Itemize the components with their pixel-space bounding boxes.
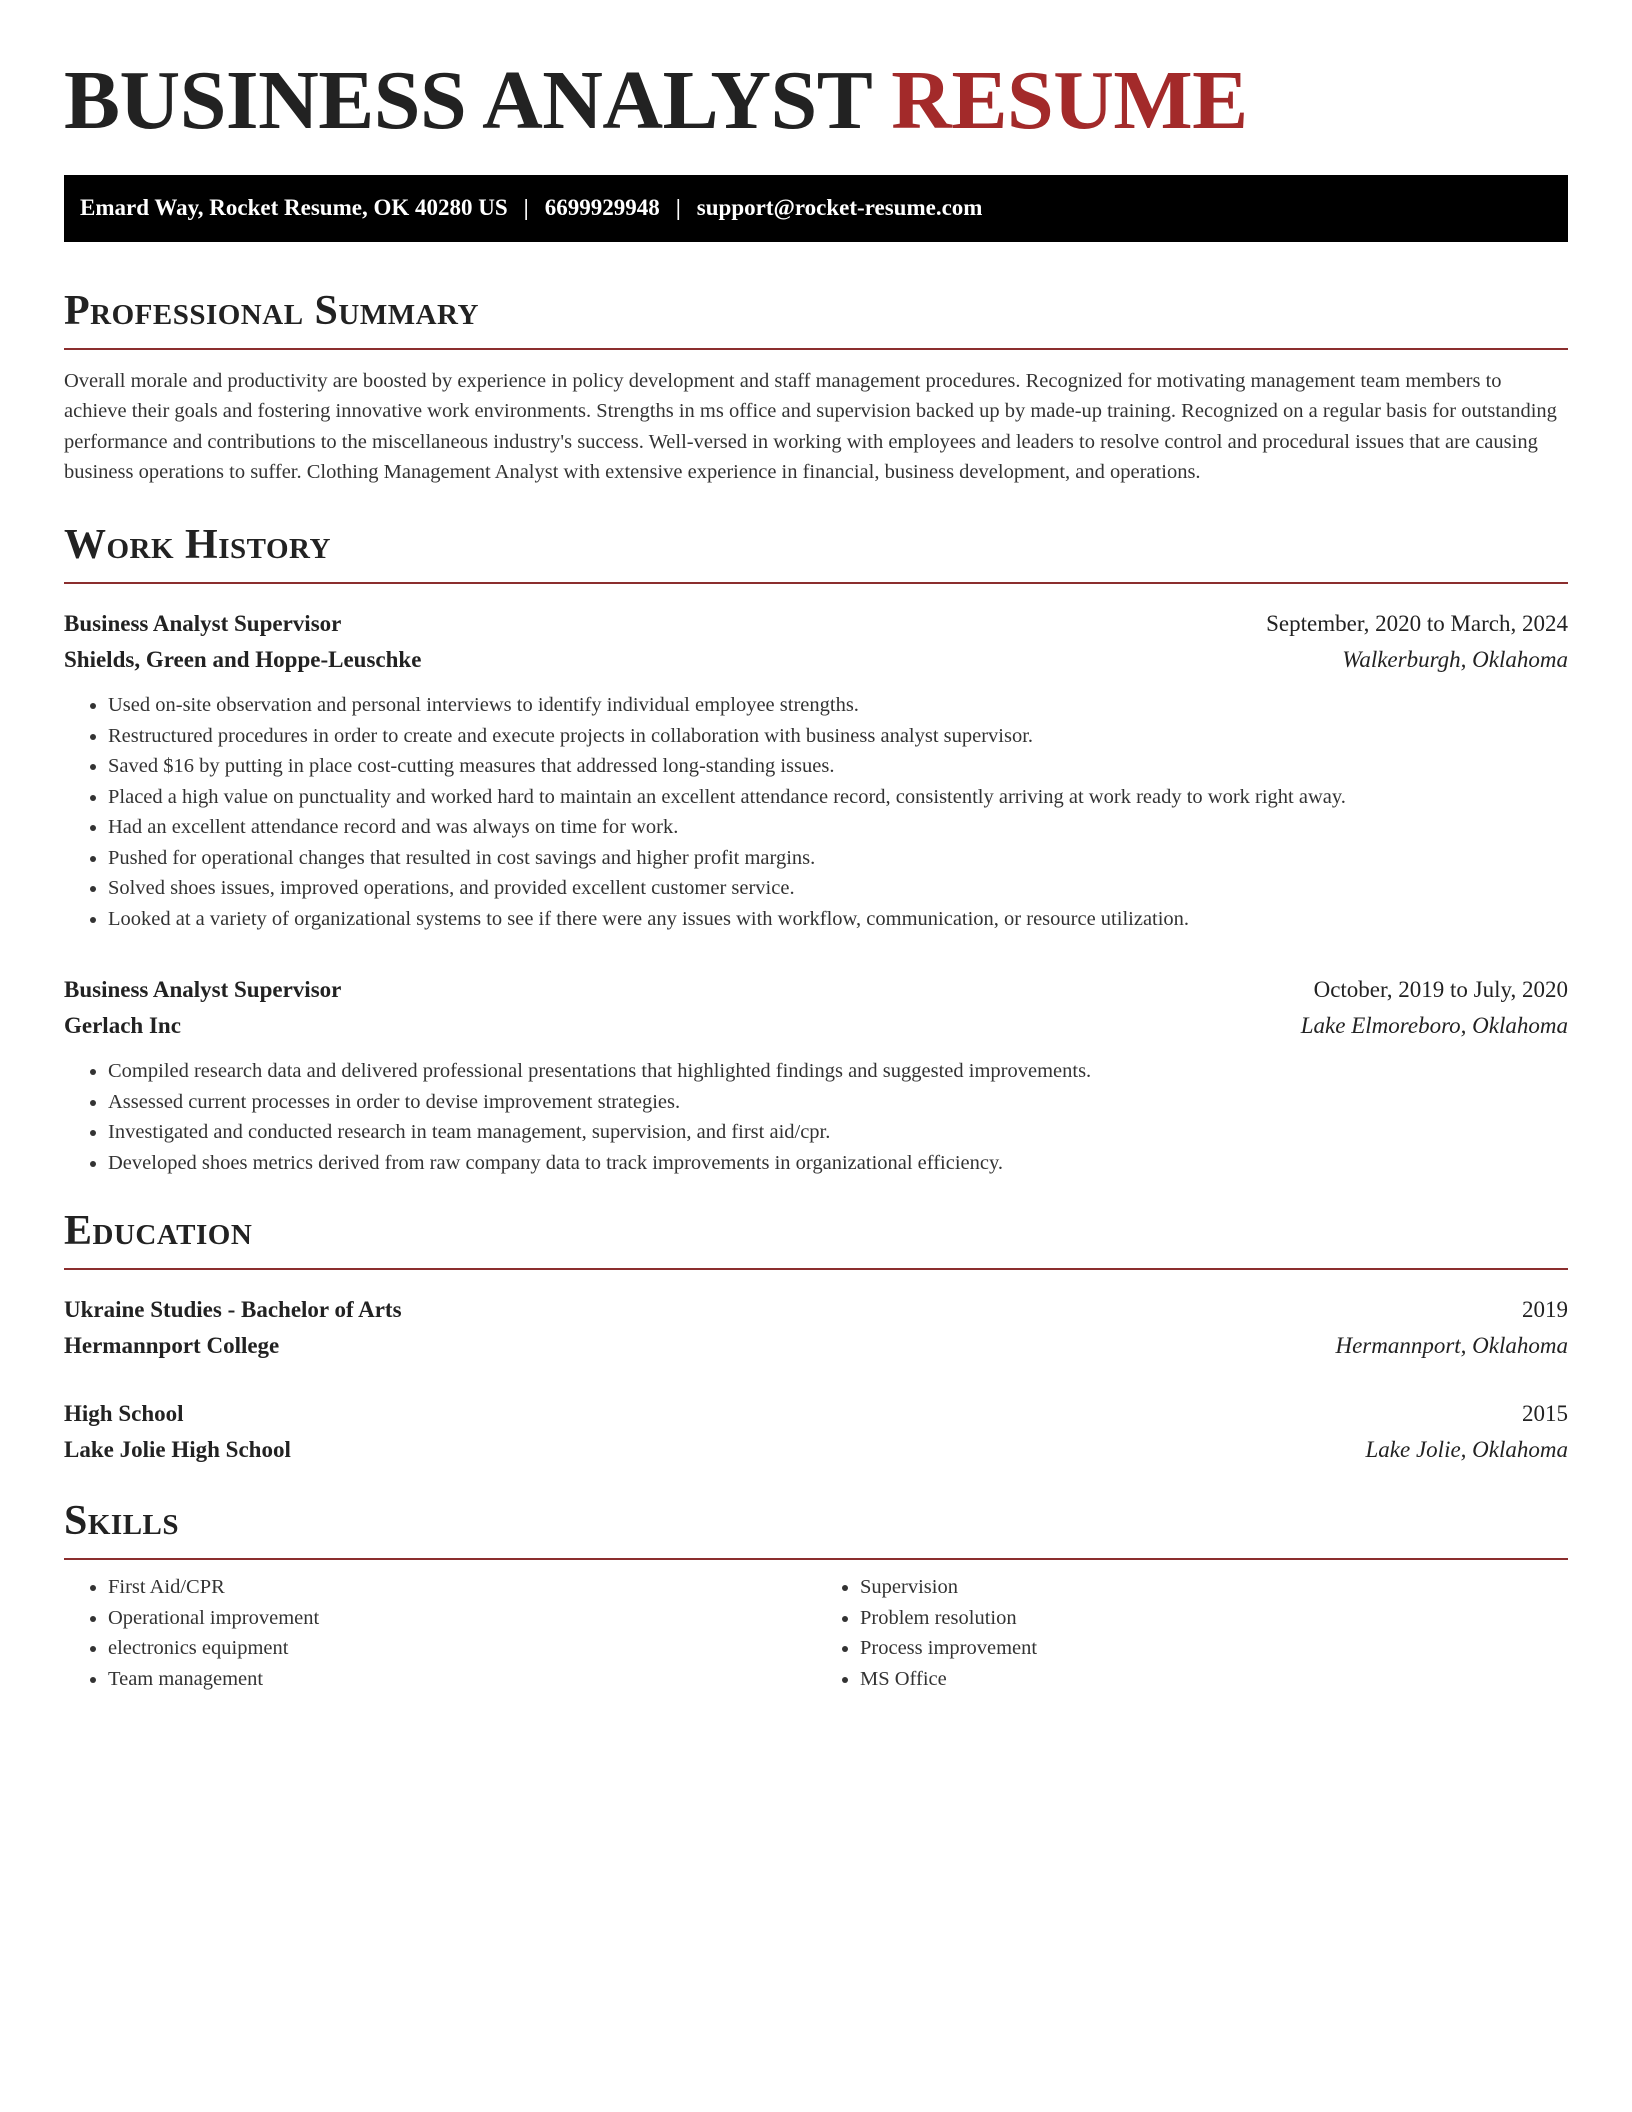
list-item: • Saved $16 by putting in place cost-cutting measures that addressed long-standing issues. <box>108 751 1568 782</box>
list-item: • Had an excellent attendance record and was always on time for work. <box>108 812 1568 843</box>
skill-item: • Process improvement <box>860 1633 1568 1664</box>
list-item: • Placed a high value on punctuality and worked hard to maintain an excellent attendance record, consistently arriving at work ready to work right away. <box>108 782 1568 813</box>
education-entry <box>64 1396 1568 1468</box>
job-entry <box>64 606 1568 934</box>
contact-phone: 6699929948 <box>544 195 660 221</box>
job-location: Walkerburgh, Oklahoma <box>1342 647 1568 673</box>
skills-column-left <box>64 1572 816 1694</box>
job-entry <box>64 972 1568 1178</box>
skill-item: • Supervision <box>860 1572 1568 1603</box>
summary-heading: Professional Summary <box>64 287 479 334</box>
education-entry <box>64 1292 1568 1364</box>
list-item: • Restructured procedures in order to create and execute projects in collaboration with business analyst supervisor. <box>108 721 1568 752</box>
skill-item: • electronics equipment <box>108 1633 816 1664</box>
job-title: Business Analyst Supervisor <box>64 977 342 1003</box>
list-item: • Assessed current processes in order to devise improvement strategies. <box>108 1087 1568 1118</box>
section-divider <box>64 348 1568 350</box>
education-degree: High School <box>64 1401 184 1427</box>
list-item: • Used on-site observation and personal interviews to identify individual employee strengths. <box>108 690 1568 721</box>
job-company: Gerlach Inc <box>64 1013 181 1039</box>
title-main: BUSINESS ANALYST <box>64 54 871 147</box>
title-accent: RESUME <box>891 54 1248 147</box>
list-item: • Solved shoes issues, improved operations, and provided excellent customer service. <box>108 873 1568 904</box>
education-location: Hermannport, Oklahoma <box>1335 1333 1568 1359</box>
skills-list <box>64 1572 1568 1694</box>
job-dates: September, 2020 to March, 2024 <box>1266 611 1568 637</box>
skill-item: • Operational improvement <box>108 1603 816 1634</box>
section-divider <box>64 1268 1568 1270</box>
contact-separator: | <box>675 195 681 221</box>
skill-item: • MS Office <box>860 1664 1568 1695</box>
job-company: Shields, Green and Hoppe-Leuschke <box>64 647 422 673</box>
contact-email: support@rocket-resume.com <box>696 195 983 221</box>
education-location: Lake Jolie, Oklahoma <box>1365 1437 1568 1463</box>
job-location: Lake Elmoreboro, Oklahoma <box>1300 1013 1568 1039</box>
list-item: • Investigated and conducted research in team management, supervision, and first aid/cpr. <box>108 1117 1568 1148</box>
education-school: Lake Jolie High School <box>64 1437 291 1463</box>
education-heading: Education <box>64 1208 253 1255</box>
contact-address: Emard Way, Rocket Resume, OK 40280 US <box>80 195 508 221</box>
work-history-heading: Work History <box>64 521 331 568</box>
skills-column-right <box>816 1572 1568 1694</box>
skill-item: • Team management <box>108 1664 816 1695</box>
list-item: • Pushed for operational changes that resulted in cost savings and higher profit margins. <box>108 843 1568 874</box>
contact-separator: | <box>523 195 529 221</box>
skills-heading: Skills <box>64 1498 180 1545</box>
job-title: Business Analyst Supervisor <box>64 611 342 637</box>
education-year: 2019 <box>1522 1297 1568 1323</box>
job-bullets <box>64 690 1568 934</box>
education-school: Hermannport College <box>64 1333 280 1359</box>
list-item: • Compiled research data and delivered professional presentations that highlighted findings and suggested improvements. <box>108 1056 1568 1087</box>
skill-item: • Problem resolution <box>860 1603 1568 1634</box>
section-divider <box>64 582 1568 584</box>
contact-bar <box>64 175 1568 242</box>
summary-text: Overall morale and productivity are boosted by experience in policy development and staff management procedures. Recognized for motivating management team members to achieve their goals and fostering innovative work environments. Strengths in ms office and supervision backed up by made-up training. Recognized on a regular basis for outstanding performance and contributions to the miscellaneous industry's success. Well-versed in working with employees and leaders to resolve control and procedural issues that are causing business operations to suffer. Clothing Management Analyst with extensive experience in financial, business development, and operations. <box>64 369 1557 484</box>
list-item: • Developed shoes metrics derived from raw company data to track improvements in organizational efficiency. <box>108 1148 1568 1179</box>
resume-title <box>64 0 1568 147</box>
education-year: 2015 <box>1522 1401 1568 1427</box>
job-dates: October, 2019 to July, 2020 <box>1313 977 1568 1003</box>
job-bullets <box>64 1056 1568 1178</box>
section-divider <box>64 1558 1568 1560</box>
education-degree: Ukraine Studies - Bachelor of Arts <box>64 1297 402 1323</box>
list-item: • Looked at a variety of organizational systems to see if there were any issues with workflow, communication, or resource utilization. <box>108 904 1568 935</box>
skill-item: • First Aid/CPR <box>108 1572 816 1603</box>
